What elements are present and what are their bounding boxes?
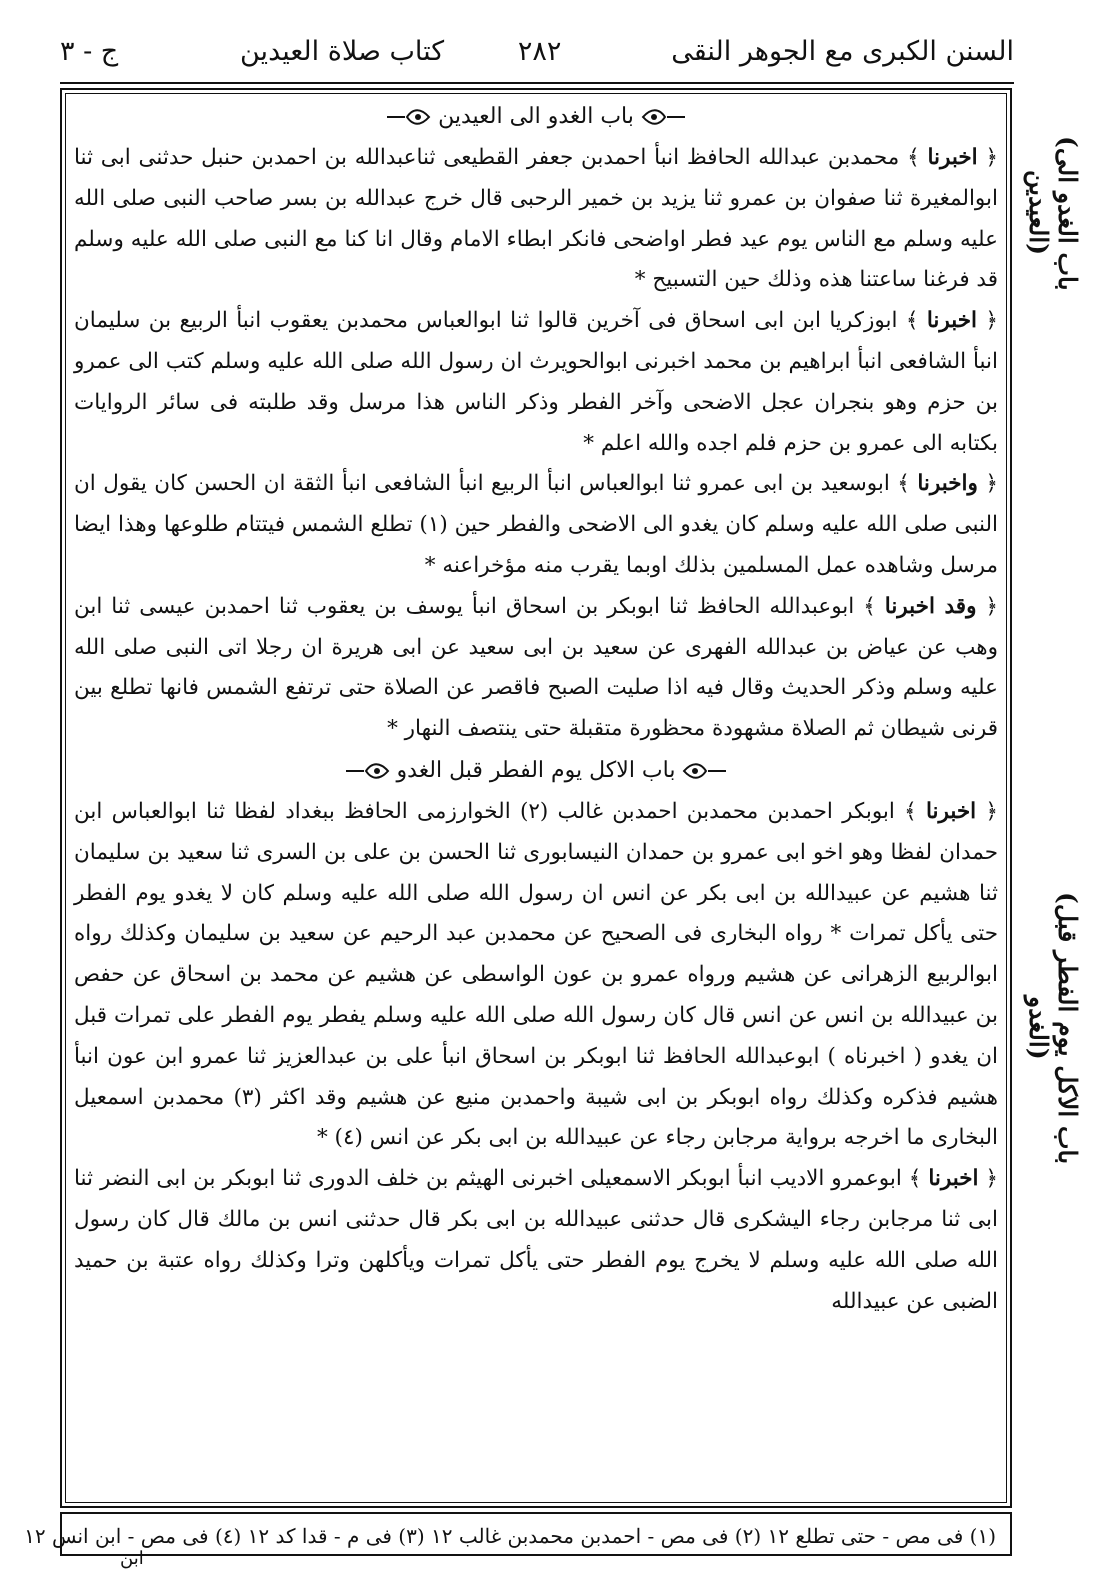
book-title: السنن الكبرى مع الجوهر النقى (671, 36, 1014, 67)
volume-label: ج - ٣ (60, 36, 119, 67)
hadith-paragraph: ﴿ اخبرنا ﴾ محمدبن عبدالله الحافظ انبأ احمدبن جعفر القطيعى ثناعبدالله بن احمدبن حنبل حدثنى ابى ثنا ابوالمغيرة ثنا صفوان بن عمرو ثنا يزيد بن خمير الرحبى قال خرج عبدالله بن بسر صاحب النبى صلى الله عليه وسلم مع الناس يوم عيد فطر اواضحى فانكر ابطاء الامام وقال انا كنا مع النبى صلى الله عليه وسلم قد فرغنا ساعتنا هذه وذلك حين التسبيح * (74, 145, 998, 293)
narration-lead: واخبرنا (917, 471, 978, 497)
ornament-icon (641, 106, 687, 128)
hadith-paragraph: ﴿ وقد اخبرنا ﴾ ابوعبدالله الحافظ ثنا ابوبكر بن اسحاق انبأ يوسف بن يعقوب ثنا احمدبن عيسى ثنا ابن وهب عن عياض بن عبدالله الفهرى عن سعيد بن ابى سعيد عن ابى هريرة ان رجلا اتى النبى صلى الله عليه وسلم وذكر الحديث وقال فيه اذا صليت الصبح فاقصر عن الصلاة حتى ترتفع الشمس فانها تطلع بين قرنى شيطان ثم الصلاة مشهودة محظورة متقبلة حتى ينتصف النهار * (74, 593, 998, 742)
section-title: باب الاكل يوم الفطر قبل الغدو (396, 757, 676, 783)
hadith-paragraph: ﴿ اخبرنا ﴾ ابوعمرو الاديب انبأ ابوبكر الاسمعيلى اخبرنى الهيثم بن خلف الدورى ثنا ابوبكر بن ابى النضر ثنا ابى ثنا مرجابن رجاء اليشكرى قال حدثنى عبيدالله بن ابى بكر قال حدثنى انس بن مالك قال كان رسول الله صلى الله عليه وسلم لا يخرج يوم الفطر حتى يأكل تمرات ويأكلهن وترا وكذلك رواه عتبة بن حميد الضبى عن عبيدالله (74, 1166, 999, 1314)
section-heading (74, 96, 998, 138)
ornament-icon (682, 760, 728, 782)
margin-note-1: (باب الغدو الى العيدين) (1024, 135, 1082, 291)
narration-lead: اخبرنا (925, 798, 977, 824)
narration-lead: اخبرنا (928, 1166, 979, 1192)
main-text (74, 96, 998, 1486)
ornament-icon (344, 760, 390, 782)
running-header (60, 28, 1014, 88)
page-number: ٢٨٢ (517, 36, 562, 67)
header-rule (60, 82, 1014, 84)
margin-note-2: (باب الاكل يوم الفطر قبل الغدو) (1024, 891, 1082, 1165)
hadith-paragraph: ﴿ اخبرنا ﴾ ابوبكر احمدبن محمدبن احمدبن غالب (٢) الخوارزمى الحافظ ببغداد لفظا ثنا ابوالعباس ابن حمدان لفظا وهو اخو ابى عمرو بن حمدان النيسابورى ثنا الحسن بن على بن السرى ثنا سعيد بن سليمان ثنا هشيم عن عبيدالله بن ابى بكر عن انس ان رسول الله صلى الله عليه وسلم كان لا يغدو يوم الفطر حتى يأكل تمرات * رواه البخارى فى الصحيح عن محمدبن عبد الرحيم عن سعيد بن سليمان وكذلك رواه ابوالربيع الزهرانى عن هشيم ورواه عمرو بن عون الواسطى عن هشيم عن محمد بن اسحاق عن حفص بن عبيدالله بن انس عن انس قال كان رسول الله صلى الله عليه وسلم يفطر يوم الفطر على تمرات قبل ان يغدو ( اخبرناه ) ابوعبدالله الحافظ ثنا ابوبكر بن اسحاق انبأ على بن عبدالعزيز ثنا عمرو ابن عون انبأ هشيم فذكره وكذلك رواه ابوبكر بن ابى شيبة واحمدبن منيع عن هشيم وقد اكثر (٣) محمدبن اسمعيل البخارى ما اخرجه برواية مرجابن رجاء عن عبيدالله بن ابى بكر عن انس (٤) * (74, 798, 999, 1151)
catchword: ابن (120, 1548, 144, 1569)
narration-lead: وقد اخبرنا (884, 593, 977, 619)
narration-lead: اخبرنا (926, 308, 977, 334)
paragraph-text: ابوبكر احمدبن محمدبن احمدبن غالب (٢) الخوارزمى الحافظ ببغداد لفظا ثنا ابوالعباس ابن حمدان لفظا وهو اخو ابى عمرو بن حمدان النيسابورى ثنا الحسن بن على بن السرى ثنا سعيد بن سليمان ثنا هشيم عن عبيدالله بن ابى بكر عن انس ان رسول الله صلى الله عليه وسلم كان لا يغدو يوم الفطر حتى يأكل تمرات * رواه البخارى فى الصحيح عن محمدبن عبد الرحيم عن سعيد بن سليمان وكذلك رواه ابوالربيع الزهرانى عن هشيم ورواه عمرو بن عون الواسطى عن هشيم عن محمد بن اسحاق عن حفص بن عبيدالله بن انس عن انس قال كان رسول الله صلى الله عليه وسلم يفطر يوم الفطر على تمرات قبل ان يغدو ( اخبرناه ) ابوعبدالله الحافظ ثنا ابوبكر بن اسحاق انبأ على بن عبدالعزيز ثنا عمرو ابن عون انبأ هشيم فذكره وكذلك رواه ابوبكر بن ابى شيبة واحمدبن منيع عن هشيم وقد اكثر (٣) محمدبن اسمعيل البخارى ما اخرجه برواية مرجابن رجاء عن عبيدالله بن ابى بكر عن انس (٤) * (74, 798, 999, 1151)
chapter-title: كتاب صلاة العيدين (240, 36, 445, 67)
paragraph-text: ابوزكريا ابن ابى اسحاق فى آخرين قالوا ثنا ابوالعباس محمدبن يعقوب انبأ الربيع بن سليمان انبأ الشافعى انبأ ابراهيم بن محمد اخبرنى ابوالحويرث ان رسول الله صلى الله عليه وسلم كتب الى عمرو بن حزم وهو بنجران عجل الاضحى وآخر الفطر وذكر الناس هذا مرسل وقد طلبته فى سائر الروايات بكتابه الى عمرو بن حزم فلم اجده والله اعلم * (74, 308, 998, 456)
paragraph-text: محمدبن عبدالله الحافظ انبأ احمدبن جعفر القطيعى ثناعبدالله بن احمدبن حنبل حدثنى ابى ثنا ابوالمغيرة ثنا صفوان بن عمرو ثنا يزيد بن خمير الرحبى قال خرج عبدالله بن بسر صاحب النبى صلى الله عليه وسلم مع الناس يوم عيد فطر اواضحى فانكر ابطاء الامام وقال انا كنا مع النبى صلى الله عليه وسلم قد فرغنا ساعتنا هذه وذلك حين التسبيح * (74, 145, 998, 293)
narration-lead: اخبرنا (927, 145, 978, 170)
paragraph-text: ابوعبدالله الحافظ ثنا ابوبكر بن اسحاق انبأ يوسف بن يعقوب ثنا احمدبن عيسى ثنا ابن وهب عن عياض بن عبدالله الفهرى عن سعيد بن ابى سعيد عن ابى هريرة ان رجلا اتى النبى صلى الله عليه وسلم وذكر الحديث وقال فيه اذا صليت الصبح فاقصر عن الصلاة حتى ترتفع الشمس فانها تطلع بين قرنى شيطان ثم الصلاة مشهودة محظورة متقبلة حتى ينتصف النهار * (74, 593, 998, 742)
hadith-paragraph: ﴿ واخبرنا ﴾ ابوسعيد بن ابى عمرو ثنا ابوالعباس انبأ الربيع انبأ الشافعى انبأ الثقة ان الحسن كان يقول ان النبى صلى الله عليه وسلم كان يغدو الى الاضحى والفطر حين (١) تطلع الشمس فيتتام طلوعها وهذا ايضا مرسل وشاهده عمل المسلمين بذلك اوبما يقرب منه مؤخراعنه * (74, 471, 998, 578)
hadith-paragraph: ﴿ اخبرنا ﴾ ابوزكريا ابن ابى اسحاق فى آخرين قالوا ثنا ابوالعباس محمدبن يعقوب انبأ الربيع بن سليمان انبأ الشافعى انبأ ابراهيم بن محمد اخبرنى ابوالحويرث ان رسول الله صلى الله عليه وسلم كتب الى عمرو بن حزم وهو بنجران عجل الاضحى وآخر الفطر وذكر الناس هذا مرسل وقد طلبته فى سائر الروايات بكتابه الى عمرو بن حزم فلم اجده والله اعلم * (74, 308, 998, 456)
ornament-icon (385, 106, 431, 128)
section-title: باب الغدو الى العيدين (438, 104, 634, 129)
paragraph-text: ابوسعيد بن ابى عمرو ثنا ابوالعباس انبأ الربيع انبأ الشافعى انبأ الثقة ان الحسن كان يقول ان النبى صلى الله عليه وسلم كان يغدو الى الاضحى والفطر حين (١) تطلع الشمس فيتتام طلوعها وهذا ايضا مرسل وشاهده عمل المسلمين بذلك اوبما يقرب منه مؤخراعنه * (74, 471, 998, 578)
footnotes: (١) فى مص - حتى تطلع ١٢ (٢) فى مص - احمدبن محمدبن غالب ١٢ (٣) فى م - قدا كد ١٢ (٤) فى مص - ابن انس ١٢ (60, 1512, 1012, 1556)
paragraph-text: ابوعمرو الاديب انبأ ابوبكر الاسمعيلى اخبرنى الهيثم بن خلف الدورى ثنا ابوبكر بن ابى النضر ثنا ابى ثنا مرجابن رجاء اليشكرى قال حدثنى عبيدالله بن ابى بكر قال حدثنى انس بن مالك قال كان رسول الله صلى الله عليه وسلم لا يخرج يوم الفطر حتى يأكل تمرات ويأكلهن وترا وكذلك رواه عتبة بن حميد الضبى عن عبيدالله (74, 1166, 998, 1314)
section-heading (74, 750, 998, 792)
